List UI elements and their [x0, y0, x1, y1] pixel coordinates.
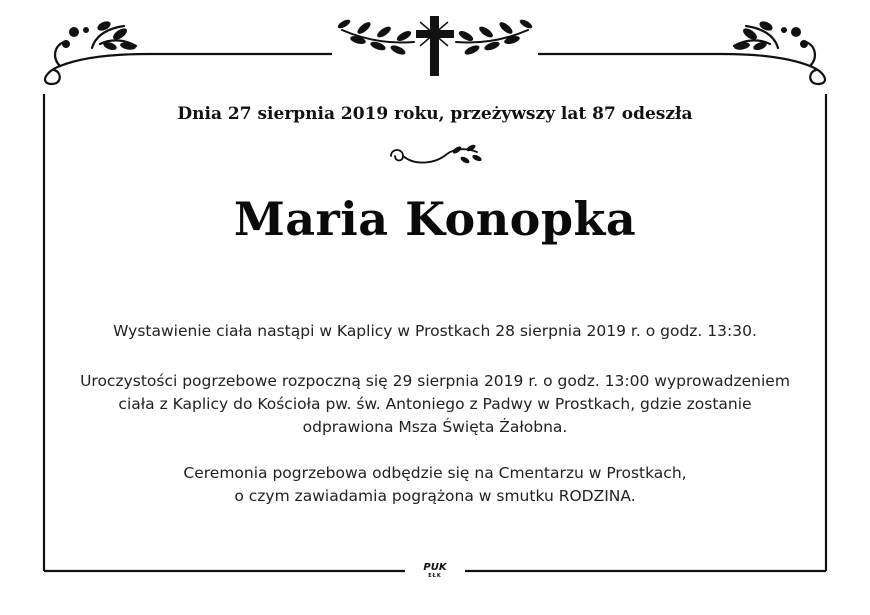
logo-main-text: PUK — [423, 562, 447, 573]
death-announcement-intro: Dnia 27 sierpnia 2019 roku, przeżywszy lat 87 odeszła — [177, 104, 693, 124]
ceremony-line: odprawiona Msza Święta Żałobna. — [302, 418, 568, 436]
viewing-info — [60, 320, 810, 343]
ceremony-info — [60, 370, 810, 439]
logo-sub-text: EŁK — [428, 573, 442, 579]
flourish-divider-icon — [385, 140, 485, 174]
burial-line: Ceremonia pogrzebowa odbędzie się na Cmentarzu w Prostkach, — [183, 464, 687, 482]
ceremony-line: Uroczystości pogrzebowe rozpoczną się 29 sierpnia 2019 r. o godz. 13:00 wyprowadzeniem — [80, 372, 790, 390]
deceased-name: Maria Konopka — [233, 192, 637, 246]
right-corner-ornament-icon — [722, 26, 825, 84]
puk-logo — [415, 562, 455, 579]
left-corner-ornament-icon — [45, 26, 148, 84]
burial-line: o czym zawiadamia pogrążona w smutku RODZINA. — [234, 487, 636, 505]
cross-icon — [416, 16, 454, 76]
burial-info — [60, 462, 810, 508]
ceremony-line: ciała z Kaplicy do Kościoła pw. św. Antoniego z Padwy w Prostkach, gdzie zostanie — [118, 395, 752, 413]
viewing-line: Wystawienie ciała nastąpi w Kaplicy w Prostkach 28 sierpnia 2019 r. o godz. 13:30. — [113, 322, 757, 340]
